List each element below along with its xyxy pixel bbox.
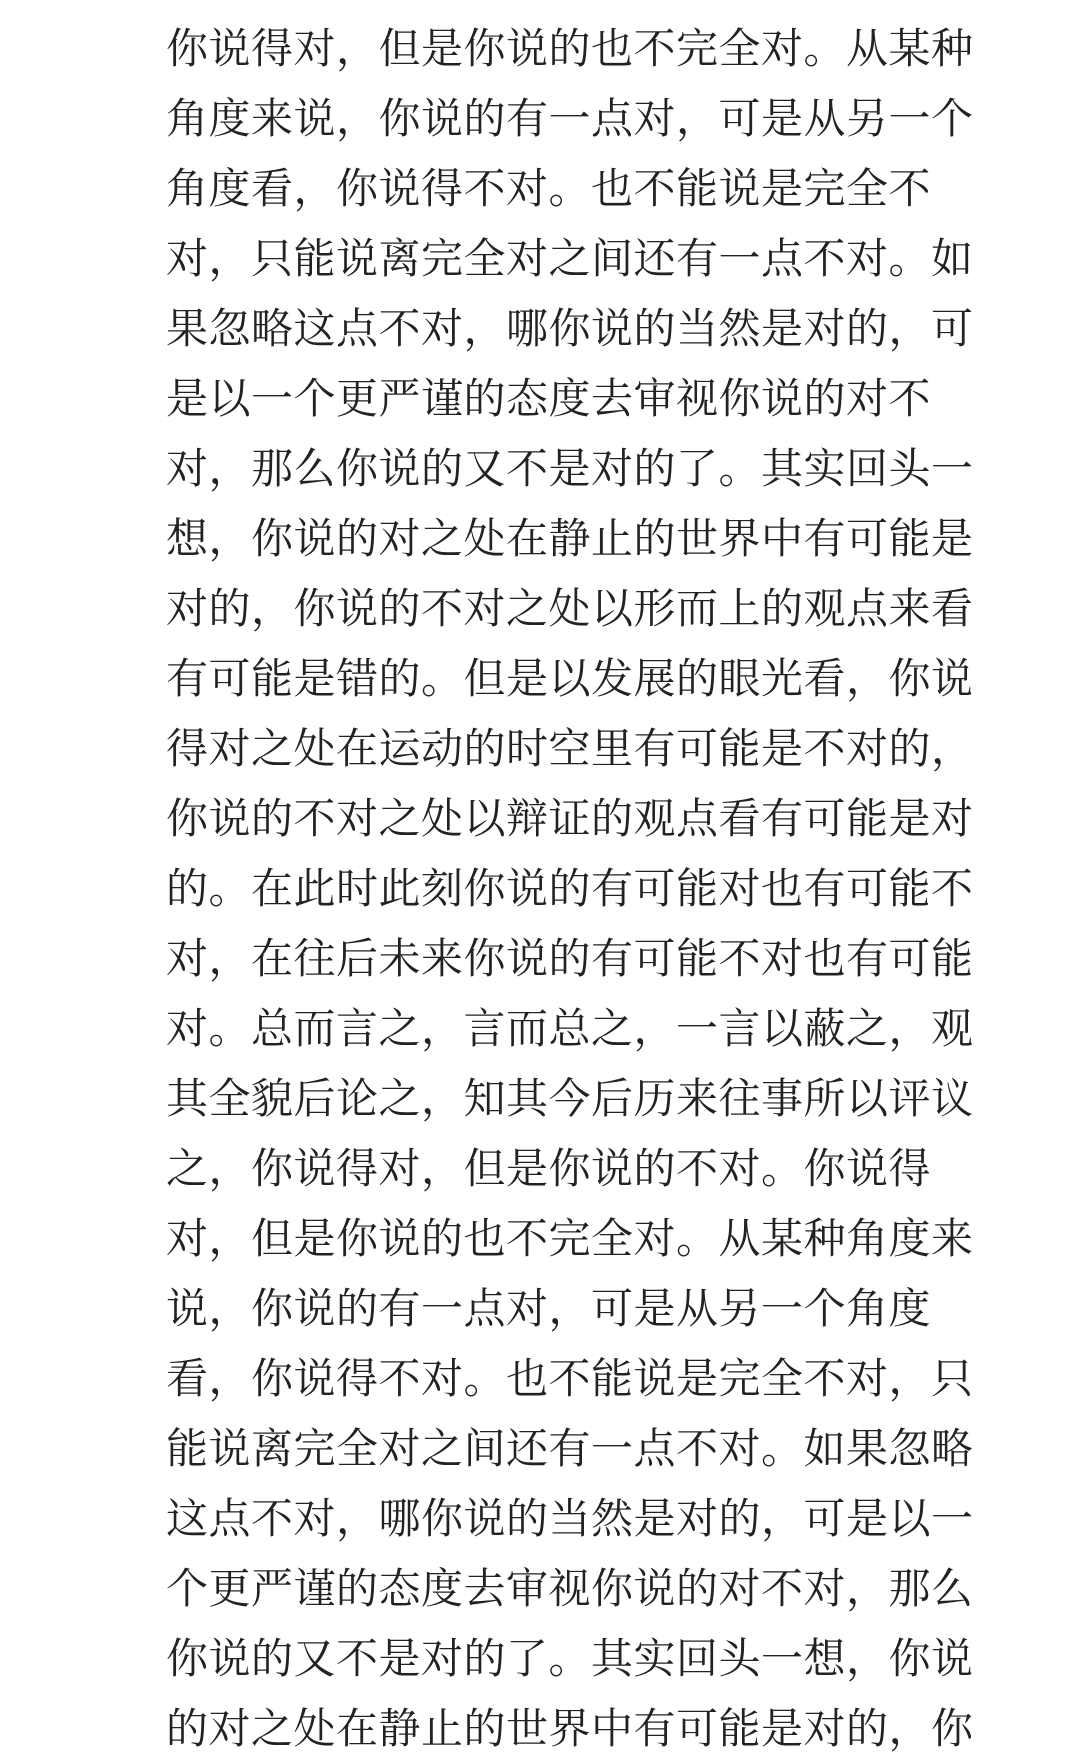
text-line: 是以一个更严谨的态度去审视你说的对不 [166, 374, 932, 423]
text-line: 说，你说的有一点对，可是从另一个角度 [166, 1284, 932, 1333]
text-line: 果忽略这点不对，哪你说的当然是对的，可 [166, 304, 974, 353]
text-line: 对，但是你说的也不完全对。从某种角度来 [166, 1214, 974, 1263]
text-line: 得对之处在运动的时空里有可能是不对的， [166, 724, 974, 773]
text-line: 其全貌后论之，知其今后历来往事所以评议 [166, 1074, 974, 1123]
text-line: 看，你说得不对。也不能说是完全不对，只 [166, 1354, 974, 1403]
text-line: 对的，你说的不对之处以形而上的观点来看 [166, 584, 974, 633]
text-line: 你说的又不是对的了。其实回头一想，你说 [166, 1634, 974, 1683]
text-line: 你说得对，但是你说的也不完全对。从某种 [166, 24, 974, 73]
text-line: 角度看，你说得不对。也不能说是完全不 [166, 164, 932, 213]
text-line: 这点不对，哪你说的当然是对的，可是以一 [166, 1494, 974, 1543]
text-line: 你说的不对之处以辩证的观点看有可能是对 [166, 794, 974, 843]
text-line: 个更严谨的态度去审视你说的对不对，那么 [166, 1564, 974, 1613]
text-line: 想，你说的对之处在静止的世界中有可能是 [166, 514, 974, 563]
text-line: 之，你说得对，但是你说的不对。你说得 [166, 1144, 932, 1193]
text-line: 的。在此时此刻你说的有可能对也有可能不 [166, 864, 974, 913]
text-line: 能说离完全对之间还有一点不对。如果忽略 [166, 1424, 974, 1473]
text-line: 对。总而言之，言而总之，一言以蔽之，观 [166, 1004, 974, 1053]
text-line: 有可能是错的。但是以发展的眼光看，你说 [166, 654, 974, 703]
text-line: 角度来说，你说的有一点对，可是从另一个 [166, 94, 974, 143]
text-line-cut-off: 的对之处在静止的世界中有可能是对的，你 [166, 1704, 974, 1753]
text-line: 对，那么你说的又不是对的了。其实回头一 [166, 444, 974, 493]
text-line: 对，只能说离完全对之间还有一点不对。如 [166, 234, 974, 283]
text-line: 对，在往后未来你说的有可能不对也有可能 [166, 934, 974, 983]
